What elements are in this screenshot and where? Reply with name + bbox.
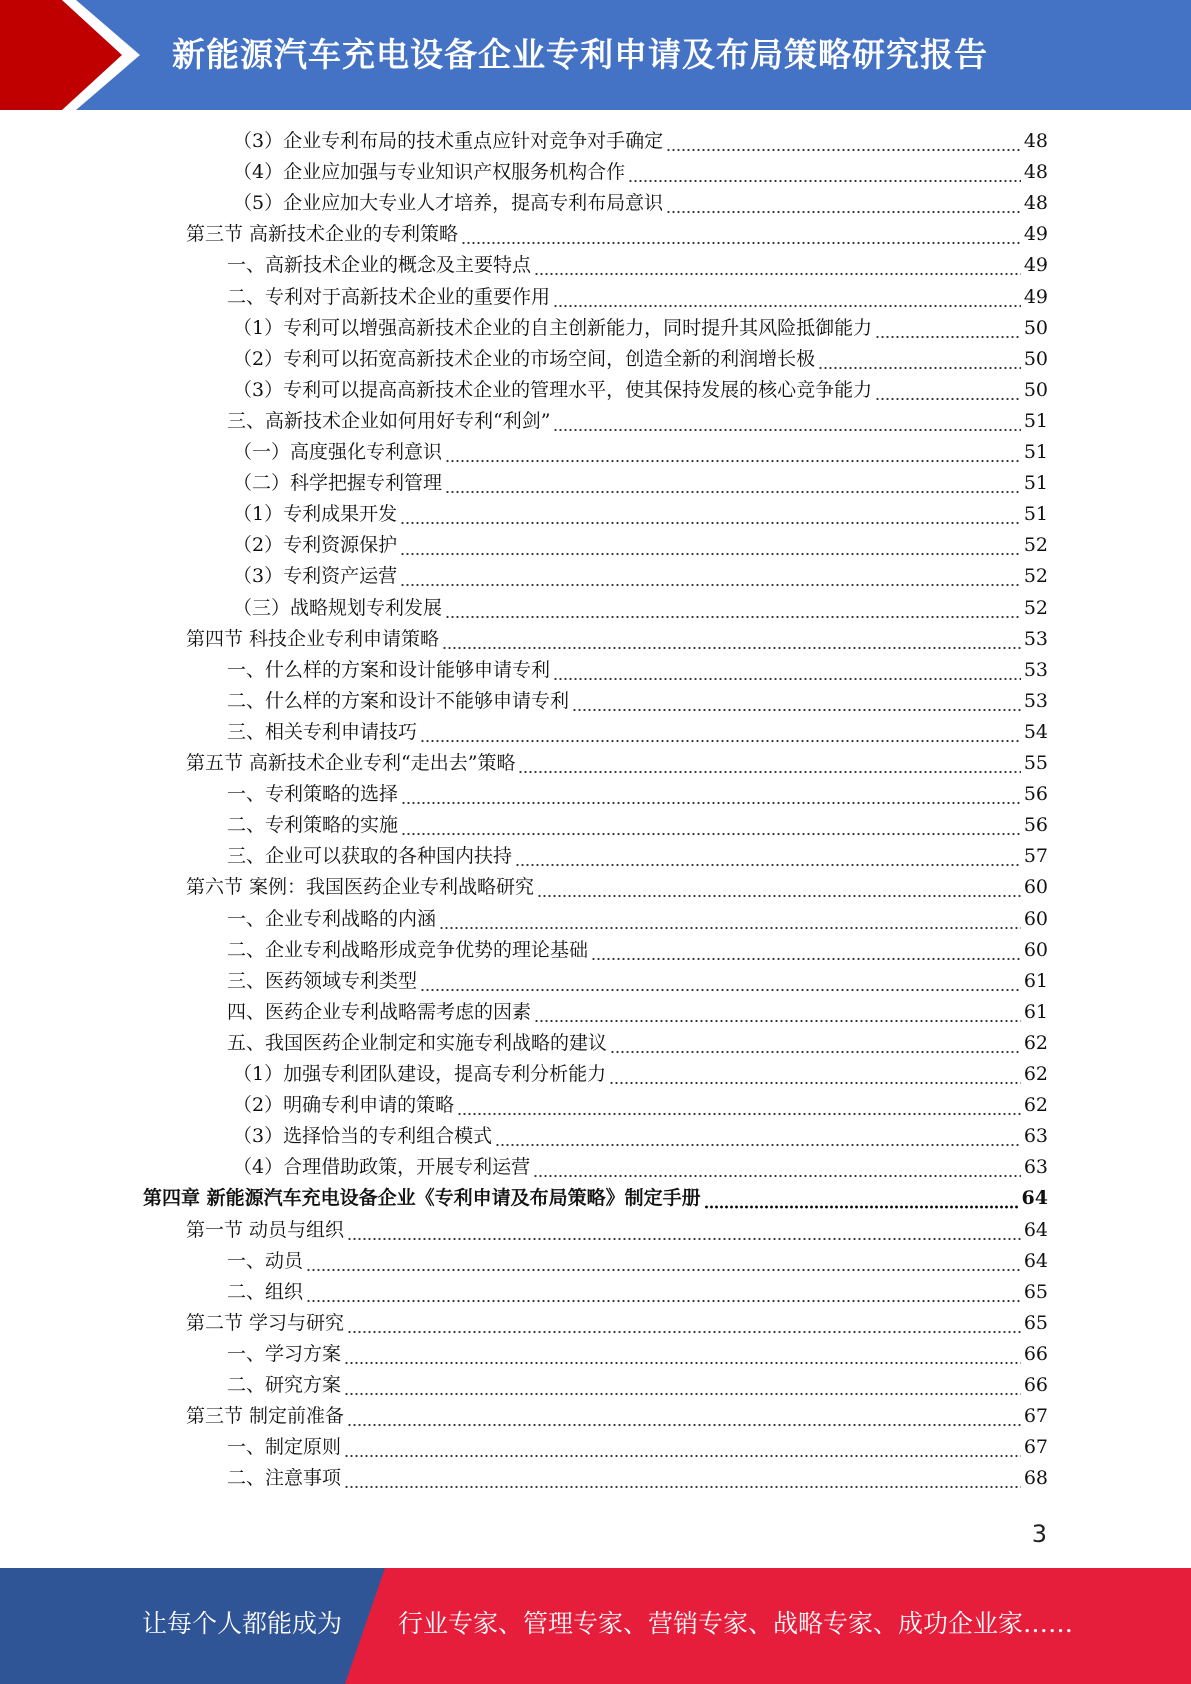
toc-entry[interactable] <box>227 841 1048 872</box>
toc-entry-page: 52 <box>1023 597 1048 619</box>
toc-entry-label: 一、企业专利战略的内涵 <box>227 908 437 930</box>
toc-entry[interactable] <box>186 1215 1048 1246</box>
toc-leader-dots <box>344 1463 1021 1494</box>
toc-leader-dots <box>400 530 1021 561</box>
toc-entry-page: 60 <box>1023 876 1048 898</box>
toc-entry-page: 48 <box>1023 161 1048 183</box>
toc-leader-dots <box>553 282 1021 313</box>
toc-entry-page: 65 <box>1023 1312 1048 1334</box>
toc-leader-dots <box>534 250 1021 281</box>
toc-entry-page: 61 <box>1023 970 1048 992</box>
toc-entry-page: 56 <box>1023 783 1048 805</box>
toc-entry-label: 一、高新技术企业的概念及主要特点 <box>227 254 532 276</box>
toc-leader-dots <box>628 157 1021 188</box>
toc-entry-page: 49 <box>1023 286 1048 308</box>
toc-entry[interactable] <box>186 219 1048 250</box>
toc-entry-label: 五、我国医药企业制定和实施专利战略的建议 <box>227 1032 608 1054</box>
toc-entry-page: 49 <box>1023 254 1048 276</box>
toc-leader-dots <box>572 686 1021 717</box>
toc-entry-label: 二、什么样的方案和设计不能够申请专利 <box>227 690 570 712</box>
toc-leader-dots <box>461 219 1021 250</box>
toc-entry-page: 62 <box>1023 1063 1048 1085</box>
toc-entry-label: （一）高度强化专利意识 <box>233 441 443 463</box>
toc-entry[interactable] <box>227 935 1048 966</box>
toc-entry-label: 一、专利策略的选择 <box>227 783 399 805</box>
toc-entry-page: 52 <box>1023 565 1048 587</box>
toc-entry-page: 62 <box>1023 1094 1048 1116</box>
toc-entry-page: 53 <box>1023 659 1048 681</box>
toc-entry[interactable] <box>227 1028 1048 1059</box>
toc-entry-page: 51 <box>1023 441 1048 463</box>
toc-leader-dots <box>442 624 1021 655</box>
toc-entry[interactable] <box>233 530 1048 561</box>
toc-entry[interactable] <box>233 157 1048 188</box>
toc-entry-label: （4）企业应加强与专业知识产权服务机构合作 <box>233 161 626 183</box>
toc-entry[interactable] <box>143 1183 1048 1214</box>
toc-leader-dots <box>400 561 1021 592</box>
toc-entry[interactable] <box>186 748 1048 779</box>
toc-entry[interactable] <box>227 1246 1048 1277</box>
page-header <box>0 0 1191 110</box>
toc-entry-page: 67 <box>1023 1436 1048 1458</box>
footer-slogan-right: 行业专家、管理专家、营销专家、战略专家、成功企业家…… <box>398 1609 1074 1638</box>
toc-entry[interactable] <box>233 126 1048 157</box>
toc-entry-label: 第二节 学习与研究 <box>186 1312 345 1334</box>
toc-entry-label: 一、学习方案 <box>227 1343 342 1365</box>
toc-entry[interactable] <box>186 1308 1048 1339</box>
toc-leader-dots <box>518 748 1020 779</box>
toc-entry-label: 第三节 高新技术企业的专利策略 <box>186 223 459 245</box>
toc-leader-dots <box>875 375 1021 406</box>
toc-entry[interactable] <box>186 872 1048 903</box>
toc-entry-page: 64 <box>1023 1250 1048 1272</box>
toc-entry-page: 51 <box>1023 503 1048 525</box>
toc-entry[interactable] <box>233 437 1048 468</box>
toc-leader-dots <box>533 1152 1021 1183</box>
toc-leader-dots <box>457 1090 1021 1121</box>
toc-entry[interactable] <box>233 468 1048 499</box>
toc-entry-page: 51 <box>1023 410 1048 432</box>
toc-entry-page: 60 <box>1023 908 1048 930</box>
toc-entry[interactable] <box>227 1432 1048 1463</box>
toc-entry[interactable] <box>186 1401 1048 1432</box>
toc-entry-page: 68 <box>1023 1467 1048 1489</box>
toc-entry-label: （2）专利资源保护 <box>233 534 398 556</box>
toc-entry-label: 二、企业专利战略形成竞争优势的理论基础 <box>227 939 589 961</box>
toc-leader-dots <box>347 1401 1021 1432</box>
toc-leader-dots <box>495 1121 1021 1152</box>
toc-entry-page: 64 <box>1021 1187 1048 1209</box>
toc-entry-page: 55 <box>1023 752 1048 774</box>
toc-entry-page: 66 <box>1023 1343 1048 1365</box>
footer-slogan-left: 让每个人都能成为 <box>142 1609 343 1638</box>
toc-leader-dots <box>401 779 1021 810</box>
toc-leader-dots <box>818 344 1021 375</box>
toc-leader-dots <box>420 717 1021 748</box>
toc-entry-label: 第四节 科技企业专利申请策略 <box>186 628 440 650</box>
toc-entry-label: 二、研究方案 <box>227 1374 342 1396</box>
toc-leader-dots <box>439 904 1021 935</box>
toc-entry-label: （2）明确专利申请的策略 <box>233 1094 455 1116</box>
toc-entry-label: 二、注意事项 <box>227 1467 342 1489</box>
toc-entry[interactable] <box>233 561 1048 592</box>
toc-entry-label: （1）专利成果开发 <box>233 503 398 525</box>
toc-entry[interactable] <box>227 1277 1048 1308</box>
toc-entry-label: 二、专利策略的实施 <box>227 814 399 836</box>
toc-leader-dots <box>401 810 1021 841</box>
toc-entry-page: 48 <box>1023 192 1048 214</box>
toc-leader-dots <box>553 406 1020 437</box>
toc-entry-page: 53 <box>1023 690 1048 712</box>
toc-entry-label: 一、什么样的方案和设计能够申请专利 <box>227 659 551 681</box>
toc-entry-label: 第四章 新能源汽车充电设备企业《专利申请及布局策略》制定手册 <box>143 1187 701 1209</box>
toc-entry[interactable] <box>233 344 1048 375</box>
toc-entry-page: 50 <box>1023 348 1048 370</box>
toc-entry[interactable] <box>227 1339 1048 1370</box>
toc-entry[interactable] <box>227 686 1048 717</box>
toc-leader-dots <box>591 935 1021 966</box>
toc-leader-dots <box>347 1308 1021 1339</box>
toc-entry-page: 52 <box>1023 534 1048 556</box>
report-title: 新能源汽车充电设备企业专利申请及布局策略研究报告 <box>172 35 988 74</box>
toc-entry[interactable] <box>233 375 1048 406</box>
toc-leader-dots <box>306 1246 1021 1277</box>
toc-entry-label: （3）企业专利布局的技术重点应针对竞争对手确定 <box>233 130 664 152</box>
toc-entry[interactable] <box>233 188 1048 219</box>
toc-leader-dots <box>704 1183 1019 1214</box>
toc-entry-label: 三、相关专利申请技巧 <box>227 721 418 743</box>
toc-leader-dots <box>445 468 1021 499</box>
toc-entry-label: 一、制定原则 <box>227 1436 342 1458</box>
toc-leader-dots <box>445 593 1021 624</box>
toc-entry[interactable] <box>227 997 1048 1028</box>
toc-entry[interactable] <box>233 1059 1048 1090</box>
toc-leader-dots <box>400 499 1021 530</box>
toc-leader-dots <box>553 655 1021 686</box>
toc-entry-page: 50 <box>1023 379 1048 401</box>
toc-entry-label: （1）加强专利团队建设，提高专利分析能力 <box>233 1063 607 1085</box>
toc-entry-page: 60 <box>1023 939 1048 961</box>
toc-entry[interactable] <box>227 810 1048 841</box>
toc-entry-page: 61 <box>1023 1001 1048 1023</box>
toc-entry[interactable] <box>233 1152 1048 1183</box>
toc-entry[interactable] <box>186 624 1048 655</box>
toc-leader-dots <box>344 1370 1021 1401</box>
toc-entry-label: （二）科学把握专利管理 <box>233 472 443 494</box>
toc-leader-dots <box>666 126 1021 157</box>
toc-leader-dots <box>420 966 1021 997</box>
toc-entry-page: 54 <box>1023 721 1048 743</box>
toc-entry-page: 67 <box>1023 1405 1048 1427</box>
toc-entry[interactable] <box>227 250 1048 281</box>
toc-entry[interactable] <box>227 655 1048 686</box>
toc-entry-page: 49 <box>1023 223 1048 245</box>
page-number: 3 <box>1031 1520 1047 1548</box>
toc-leader-dots <box>609 1059 1021 1090</box>
toc-entry-label: 四、医药企业专利战略需考虑的因素 <box>227 1001 532 1023</box>
toc-leader-dots <box>445 437 1021 468</box>
toc-leader-dots <box>515 841 1021 872</box>
toc-entry-label: （1）专利可以增强高新技术企业的自主创新能力，同时提升其风险抵御能力 <box>233 317 873 339</box>
toc-entry-label: （2）专利可以拓宽高新技术企业的市场空间，创造全新的利润增长极 <box>233 348 816 370</box>
toc-leader-dots <box>534 997 1021 1028</box>
toc-entry-label: （3）专利资产运营 <box>233 565 398 587</box>
toc-entry-label: 第五节 高新技术企业专利“走出去”策略 <box>186 752 516 774</box>
toc-entry[interactable] <box>227 966 1048 997</box>
toc-entry-label: （4）合理借助政策，开展专利运营 <box>233 1156 531 1178</box>
toc-entry-label: （5）企业应加大专业人才培养，提高专利布局意识 <box>233 192 664 214</box>
toc-entry[interactable] <box>233 1090 1048 1121</box>
toc-entry[interactable] <box>227 717 1048 748</box>
toc-entry[interactable] <box>227 406 1048 437</box>
toc-entry-page: 63 <box>1023 1156 1048 1178</box>
toc-entry[interactable] <box>227 779 1048 810</box>
toc-entry-page: 56 <box>1023 814 1048 836</box>
toc-entry[interactable] <box>227 904 1048 935</box>
toc-entry[interactable] <box>233 499 1048 530</box>
toc-entry-page: 63 <box>1023 1125 1048 1147</box>
toc-leader-dots <box>344 1339 1021 1370</box>
toc-leader-dots <box>344 1432 1021 1463</box>
toc-entry-page: 62 <box>1023 1032 1048 1054</box>
toc-entry[interactable] <box>227 282 1048 313</box>
toc-entry-page: 53 <box>1023 628 1048 650</box>
toc-entry-page: 65 <box>1023 1281 1048 1303</box>
toc-entry-page: 48 <box>1023 130 1048 152</box>
toc-entry-page: 66 <box>1023 1374 1048 1396</box>
toc-leader-dots <box>610 1028 1021 1059</box>
toc-entry-page: 50 <box>1023 317 1048 339</box>
toc-entry[interactable] <box>227 1463 1048 1494</box>
toc-entry-label: 二、专利对于高新技术企业的重要作用 <box>227 286 551 308</box>
toc-leader-dots <box>666 188 1021 219</box>
toc-leader-dots <box>537 872 1021 903</box>
toc-entry-page: 51 <box>1023 472 1048 494</box>
toc-entry-label: （3）选择恰当的专利组合模式 <box>233 1125 493 1147</box>
toc-entry-label: （3）专利可以提高高新技术企业的管理水平，使其保持发展的核心竞争能力 <box>233 379 873 401</box>
page-footer <box>0 1568 1191 1684</box>
header-arrow-decoration <box>0 0 160 110</box>
toc-entry-label: 第一节 动员与组织 <box>186 1219 345 1241</box>
toc-entry-label: 三、医药领域专利类型 <box>227 970 418 992</box>
toc-entry-label: 三、高新技术企业如何用好专利“利剑” <box>227 410 551 432</box>
toc-entry-label: 三、企业可以获取的各种国内扶持 <box>227 845 513 867</box>
toc-entry[interactable] <box>227 1370 1048 1401</box>
toc-entry[interactable] <box>233 1121 1048 1152</box>
toc-leader-dots <box>875 313 1021 344</box>
toc-entry-label: 一、动员 <box>227 1250 304 1272</box>
toc-entry[interactable] <box>233 313 1048 344</box>
toc-leader-dots <box>306 1277 1021 1308</box>
toc-entry-label: 二、组织 <box>227 1281 304 1303</box>
toc-leader-dots <box>347 1215 1021 1246</box>
toc-entry-label: 第三节 制定前准备 <box>186 1405 345 1427</box>
toc-entry[interactable] <box>233 593 1048 624</box>
toc-entry-label: 第六节 案例：我国医药企业专利战略研究 <box>186 876 535 898</box>
toc-entry-page: 64 <box>1023 1219 1048 1241</box>
toc-entry-label: （三）战略规划专利发展 <box>233 597 443 619</box>
toc-entry-page: 57 <box>1023 845 1048 867</box>
